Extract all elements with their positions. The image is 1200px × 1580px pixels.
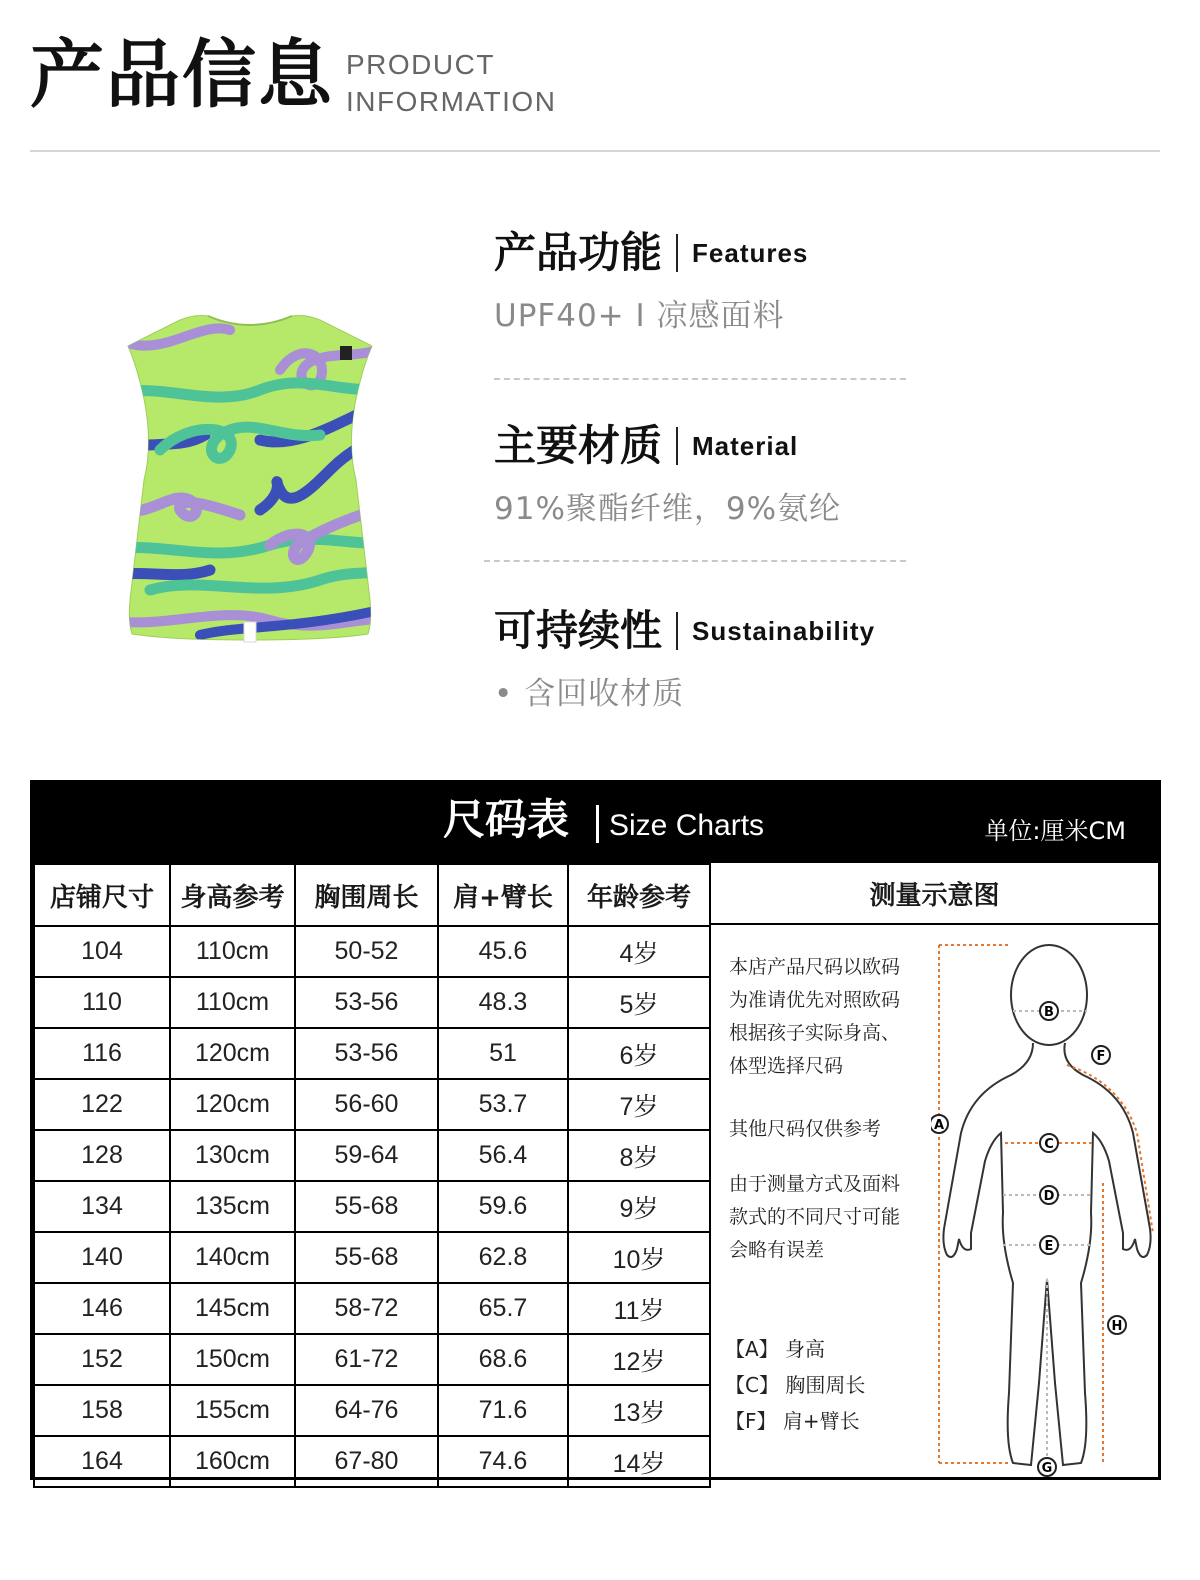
table-cell: 160cm — [170, 1436, 295, 1487]
marker-a-icon — [931, 1115, 948, 1133]
table-row — [34, 1079, 710, 1130]
svg-text:C: C — [1044, 1137, 1054, 1152]
marker-b-icon — [1040, 1002, 1058, 1020]
table-cell: 130cm — [170, 1130, 295, 1181]
table-cell: 145cm — [170, 1283, 295, 1334]
table-cell: 155cm — [170, 1385, 295, 1436]
table-cell: 59.6 — [438, 1181, 568, 1232]
heading-separator — [676, 234, 678, 272]
table-cell: 122 — [34, 1079, 170, 1130]
table-cell: 5岁 — [568, 977, 710, 1028]
table-cell: 53-56 — [295, 977, 438, 1028]
table-cell: 134 — [34, 1181, 170, 1232]
table-cell: 120cm — [170, 1079, 295, 1130]
marker-f-icon — [1092, 1046, 1110, 1064]
note-line: 会略有误差 — [729, 1239, 825, 1261]
marker-c-icon — [1040, 1134, 1058, 1152]
column-header: 年龄参考 — [568, 864, 710, 926]
feature-block-material — [494, 421, 944, 528]
note-line: 为准请优先对照欧码 — [729, 989, 901, 1011]
table-cell: 62.8 — [438, 1232, 568, 1283]
column-header: 店铺尺寸 — [34, 864, 170, 926]
column-header: 肩+臂长 — [438, 864, 568, 926]
pattern-blue-3 — [120, 570, 210, 575]
table-cell: 158 — [34, 1385, 170, 1436]
table-cell: 53-56 — [295, 1028, 438, 1079]
table-cell: 59-64 — [295, 1130, 438, 1181]
size-chart — [30, 780, 1161, 1480]
table-cell: 64-76 — [295, 1385, 438, 1436]
product-image-tank-top — [120, 300, 380, 650]
table-row — [34, 977, 710, 1028]
table-cell: 110 — [34, 977, 170, 1028]
size-table — [33, 863, 711, 1488]
svg-text:D: D — [1043, 1189, 1055, 1204]
column-header: 胸围周长 — [295, 864, 438, 926]
table-cell: 140 — [34, 1232, 170, 1283]
svg-text:G: G — [1041, 1461, 1053, 1476]
table-cell: 150cm — [170, 1334, 295, 1385]
table-cell: 56-60 — [295, 1079, 438, 1130]
table-cell: 55-68 — [295, 1232, 438, 1283]
size-chart-header — [33, 783, 1158, 863]
table-cell: 74.6 — [438, 1436, 568, 1487]
sustainability-value: • 含回收材质 — [494, 676, 685, 712]
dashed-divider — [494, 378, 906, 380]
table-cell: 14岁 — [568, 1436, 710, 1487]
table-row — [34, 1436, 710, 1487]
table-cell: 53.7 — [438, 1079, 568, 1130]
feature-block-sustainability — [494, 606, 944, 713]
table-cell: 4岁 — [568, 926, 710, 977]
table-row — [34, 926, 710, 977]
title-separator — [596, 805, 599, 843]
material-heading-cn: 主要材质 — [494, 421, 663, 470]
note-line: 款式的不同尺寸可能 — [729, 1206, 901, 1228]
feature-heading-cn: 产品功能 — [494, 228, 663, 277]
table-cell: 13岁 — [568, 1385, 710, 1436]
header-divider — [30, 150, 1160, 152]
sizing-note-2: 其他尺码仅供参考 — [729, 1118, 882, 1140]
table-row — [34, 1181, 710, 1232]
marker-g-icon — [1038, 1458, 1056, 1476]
feature-heading-en: Features — [692, 237, 809, 268]
table-cell: 110cm — [170, 977, 295, 1028]
table-cell: 56.4 — [438, 1130, 568, 1181]
table-cell: 12岁 — [568, 1334, 710, 1385]
table-cell: 45.6 — [438, 926, 568, 977]
sizing-note-1 — [729, 951, 900, 1083]
table-cell: 48.3 — [438, 977, 568, 1028]
note-line: 体型选择尺码 — [729, 1055, 844, 1077]
table-cell: 68.6 — [438, 1334, 568, 1385]
table-cell: 110cm — [170, 926, 295, 977]
marker-h-icon — [1108, 1316, 1126, 1334]
note-line: 根据孩子实际身高、 — [729, 1022, 901, 1044]
table-cell: 120cm — [170, 1028, 295, 1079]
figure-head — [1011, 945, 1087, 1045]
marker-d-icon — [1040, 1186, 1058, 1204]
measurement-diagram-panel — [711, 863, 1158, 1477]
measurement-legend — [725, 1331, 865, 1439]
feature-block-features — [494, 228, 944, 335]
table-row — [34, 1385, 710, 1436]
table-cell: 51 — [438, 1028, 568, 1079]
table-cell: 104 — [34, 926, 170, 977]
table-cell: 65.7 — [438, 1283, 568, 1334]
table-header-row — [34, 864, 710, 926]
table-cell: 7岁 — [568, 1079, 710, 1130]
table-cell: 10岁 — [568, 1232, 710, 1283]
diagram-header: 测量示意图 — [711, 863, 1158, 925]
table-cell: 164 — [34, 1436, 170, 1487]
back-slit — [244, 622, 256, 642]
table-cell: 71.6 — [438, 1385, 568, 1436]
material-heading-en: Material — [692, 430, 799, 461]
svg-text:H: H — [1111, 1319, 1123, 1334]
size-chart-unit: 单位:厘米CM — [984, 817, 1126, 845]
table-cell: 11岁 — [568, 1283, 710, 1334]
table-row — [34, 1232, 710, 1283]
dashed-divider — [484, 560, 906, 562]
svg-text:A: A — [933, 1118, 945, 1133]
size-table-body — [34, 926, 710, 1487]
title-en-line2: INFORMATION — [346, 86, 557, 117]
table-cell: 140cm — [170, 1232, 295, 1283]
table-cell: 146 — [34, 1283, 170, 1334]
svg-text:E: E — [1044, 1239, 1054, 1254]
legend-item-height: 【A】 身高 — [725, 1337, 826, 1361]
legend-item-shoulder-arm: 【F】 肩+臂长 — [725, 1409, 860, 1433]
size-chart-title-en: Size Charts — [609, 809, 765, 842]
table-row — [34, 1334, 710, 1385]
table-cell: 67-80 — [295, 1436, 438, 1487]
table-cell: 135cm — [170, 1181, 295, 1232]
note-line: 本店产品尺码以欧码 — [729, 956, 901, 978]
table-cell: 61-72 — [295, 1334, 438, 1385]
table-cell: 152 — [34, 1334, 170, 1385]
page-title-english — [346, 46, 556, 120]
table-cell: 55-68 — [295, 1181, 438, 1232]
svg-text:B: B — [1044, 1005, 1054, 1020]
sizing-note-3 — [729, 1168, 900, 1267]
measure-line-shoulder-arm — [1067, 1065, 1153, 1233]
feature-value: UPF40+ I 凉感面料 — [494, 298, 785, 334]
title-en-line1: PRODUCT — [346, 49, 495, 80]
page-title: 产品信息 — [30, 32, 334, 118]
size-chart-title-cn: 尺码表 — [443, 795, 570, 844]
column-header: 身高参考 — [170, 864, 295, 926]
legend-item-chest: 【C】 胸围周长 — [725, 1373, 866, 1397]
table-cell: 116 — [34, 1028, 170, 1079]
svg-text:F: F — [1096, 1049, 1106, 1064]
table-cell: 50-52 — [295, 926, 438, 977]
table-row — [34, 1130, 710, 1181]
sustainability-heading-cn: 可持续性 — [494, 606, 663, 655]
table-cell: 6岁 — [568, 1028, 710, 1079]
table-cell: 58-72 — [295, 1283, 438, 1334]
marker-e-icon — [1040, 1236, 1058, 1254]
sustainability-heading-en: Sustainability — [692, 615, 876, 646]
heading-separator — [676, 427, 678, 465]
heading-separator — [676, 612, 678, 650]
table-row — [34, 1283, 710, 1334]
brand-tag-icon — [340, 346, 352, 360]
note-line: 由于测量方式及面料 — [729, 1173, 901, 1195]
material-value: 91%聚酯纤维，9%氨纶 — [494, 491, 842, 527]
table-cell: 128 — [34, 1130, 170, 1181]
table-cell: 9岁 — [568, 1181, 710, 1232]
child-body-figure — [931, 943, 1158, 1477]
table-row — [34, 1028, 710, 1079]
table-cell: 8岁 — [568, 1130, 710, 1181]
